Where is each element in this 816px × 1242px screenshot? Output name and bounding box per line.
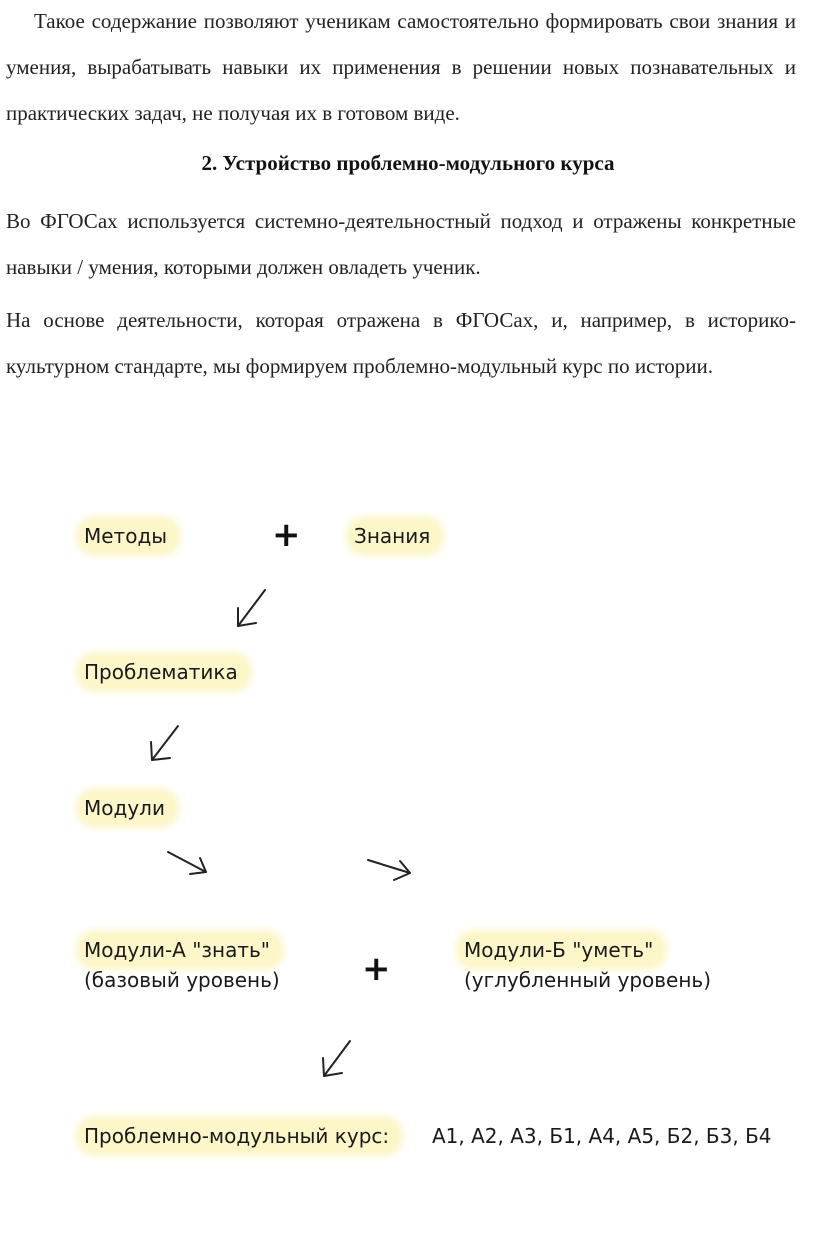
methods-label: Методы bbox=[80, 520, 177, 552]
arrow-right-1 bbox=[368, 860, 410, 880]
knowledge-label: Знания bbox=[350, 520, 440, 552]
knowledge-node bbox=[350, 520, 440, 552]
modules-b-label: Модули-Б "уметь" bbox=[460, 934, 663, 966]
modules-label: Модули bbox=[80, 792, 175, 824]
modules-b-node bbox=[460, 934, 711, 992]
course-sequence: А1, А2, А3, Б1, А4, А5, Б2, Б3, Б4 bbox=[432, 1124, 772, 1148]
modules-b-sublabel: (углубленный уровень) bbox=[464, 968, 712, 992]
course-diagram bbox=[0, 480, 816, 1180]
arrow-down-left-2 bbox=[151, 726, 178, 760]
course-node bbox=[80, 1120, 399, 1152]
arrow-down-left-1 bbox=[238, 590, 265, 626]
modules-node bbox=[80, 792, 175, 824]
modules-a-sublabel: (базовый уровень) bbox=[84, 968, 280, 992]
plus-sign-2: + bbox=[362, 949, 391, 989]
plus-sign-1: + bbox=[272, 515, 301, 555]
arrow-down-left-3 bbox=[323, 1041, 350, 1076]
section-heading: 2. Устройство проблемно-модульного курса bbox=[201, 151, 615, 175]
problematics-node bbox=[80, 656, 248, 688]
intro-paragraph: Такое содержание позволяют ученикам самостоятельно формировать свои знания и умения, вырабатывать навыки их применения в решении новых познавательных и практических задач, не получая их в готовом виде. bbox=[6, 9, 796, 125]
modules-a-node bbox=[80, 934, 280, 992]
course-paragraph: На основе деятельности, которая отражена в ФГОСах, и, например, в историко-культурном стандарте, мы формируем проблемно-модульный курс по истории. bbox=[6, 308, 796, 378]
diagram-arrows bbox=[0, 480, 816, 1180]
methods-node bbox=[80, 520, 177, 552]
problematics-label: Проблематика bbox=[80, 656, 248, 688]
fgos-paragraph: Во ФГОСах используется системно-деятельностный подход и отражены конкретные навыки / умения, которыми должен овладеть ученик. bbox=[6, 209, 796, 279]
modules-a-label: Модули-А "знать" bbox=[80, 934, 280, 966]
course-label: Проблемно-модульный курс: bbox=[80, 1120, 399, 1152]
arrow-down-right-1 bbox=[168, 852, 206, 874]
